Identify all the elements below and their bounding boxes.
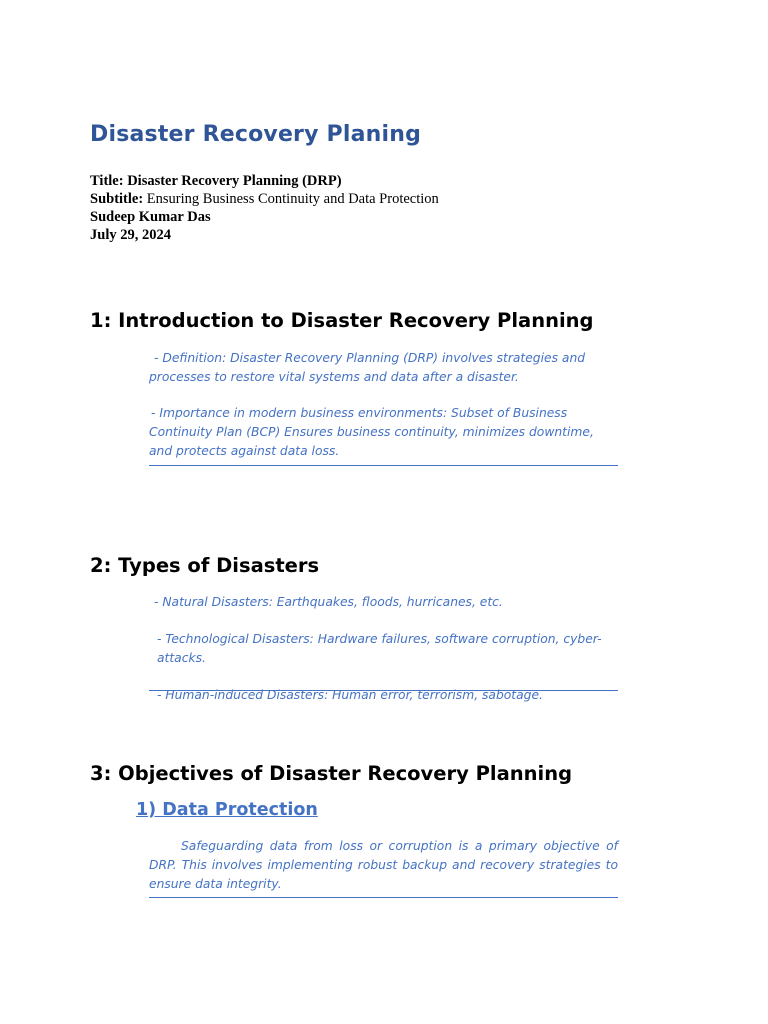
meta-subtitle-label: Subtitle: xyxy=(90,191,144,207)
paragraph-definition: - Definition: Disaster Recovery Planning (DRP) involves strategies and processes to restore vital systems and data after a disaster. xyxy=(149,351,586,384)
list-item-natural: - Natural Disasters: Earthquakes, floods, hurricanes, etc. xyxy=(154,595,503,609)
meta-title-label: Title: xyxy=(90,173,124,189)
section-divider xyxy=(149,465,618,466)
list-item-human: - Human-induced Disasters: Human error, terrorism, sabotage. xyxy=(157,688,543,702)
document-meta xyxy=(90,172,439,244)
section-divider xyxy=(149,897,618,898)
meta-subtitle-value: Ensuring Business Continuity and Data Protection xyxy=(146,191,439,207)
section-divider xyxy=(149,690,618,691)
section-heading-objectives: 3: Objectives of Disaster Recovery Planning xyxy=(90,762,573,785)
section-body-objectives xyxy=(149,837,618,894)
section-heading-types: 2: Types of Disasters xyxy=(90,554,320,577)
meta-date: July 29, 2024 xyxy=(90,227,171,243)
section-body-types xyxy=(149,593,618,705)
list-item-technological: - Technological Disasters: Hardware failures, software corruption, cyber-attacks. xyxy=(157,632,602,665)
meta-title-value: Disaster Recovery Planning (DRP) xyxy=(127,173,342,189)
section-heading-introduction: 1: Introduction to Disaster Recovery Planning xyxy=(90,309,594,332)
meta-subtitle-line xyxy=(90,190,439,208)
subheading-data-protection: 1) Data Protection xyxy=(136,800,318,820)
meta-title-line xyxy=(90,172,439,190)
paragraph-importance: - Importance in modern business environments: Subset of Business Continuity Plan (BCP) Ensures business continuity, minimizes downtime, and protects against data loss. xyxy=(149,406,594,458)
document-heading: Disaster Recovery Planing xyxy=(90,122,422,147)
section-body-introduction xyxy=(149,349,618,461)
paragraph-data-protection: Safeguarding data from loss or corruption is a primary objective of DRP. This involves implementing robust backup and recovery strategies to ensure data integrity. xyxy=(149,839,618,891)
meta-author: Sudeep Kumar Das xyxy=(90,209,211,225)
